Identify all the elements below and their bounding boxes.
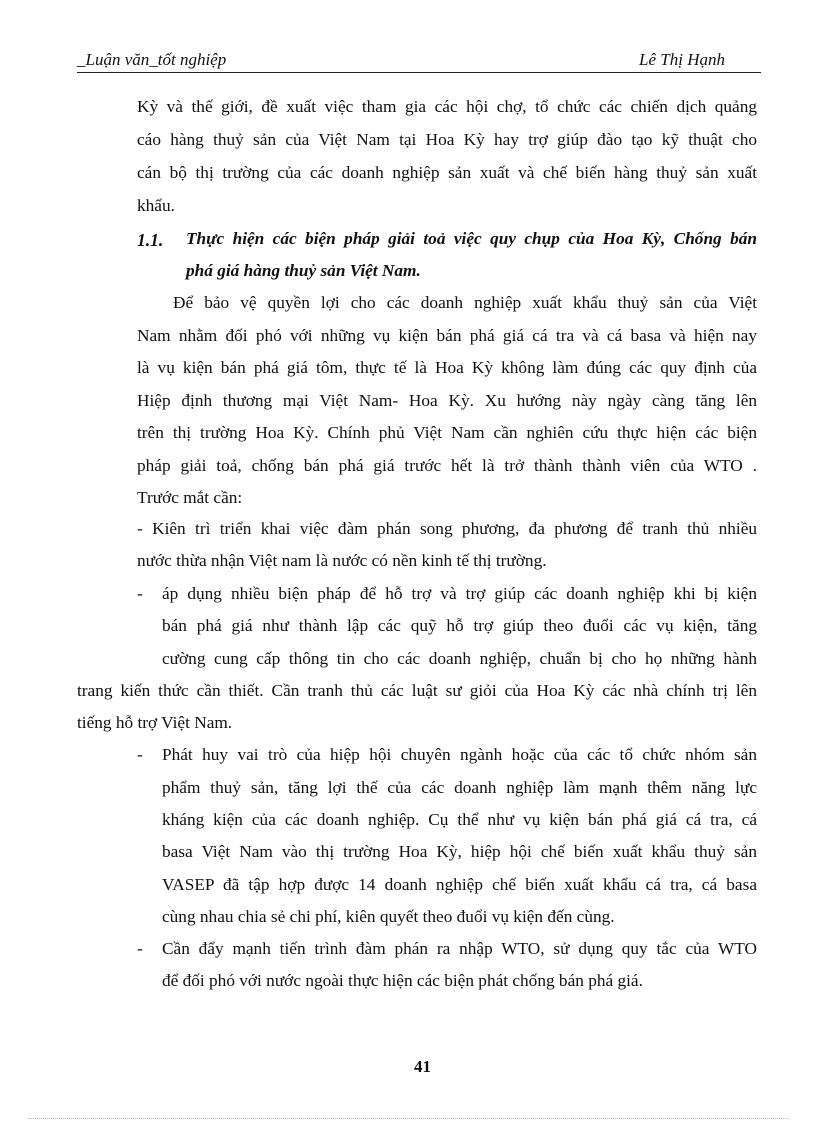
list-item-line: kháng kiện của các doanh nghiệp. Cụ thể như vụ kiện bán phá giá cá tra, cá xyxy=(162,810,757,829)
list-item-line: basa Việt Nam vào thị trường Hoa Kỳ, hiệp hội chế biến xuất khẩu thuỷ sản xyxy=(162,842,757,861)
header-author: Lê Thị Hạnh xyxy=(639,50,725,69)
list-item-line: trang kiến thức cần thiết. Cần tranh thủ các luật sư giỏi của Hoa Kỳ các nhà chính trị lên xyxy=(77,681,757,700)
paragraph-line: Nam nhằm đối phó với những vụ kiện bán phá giá cá tra và cá basa và hiện nay xyxy=(137,326,757,345)
paragraph-line: Trước mắt cần: xyxy=(137,488,243,507)
list-item-line: nước thừa nhận Việt nam là nước có nền kinh tế thị trường. xyxy=(137,551,547,570)
intro-line: Kỳ và thế giới, đề xuất việc tham gia các hội chợ, tổ chức các chiến dịch quảng xyxy=(137,97,757,116)
list-dash: - xyxy=(137,939,143,958)
list-item-line: áp dụng nhiều biện pháp để hỗ trợ và trợ giúp các doanh nghiệp khi bị kiện xyxy=(162,584,757,603)
intro-line: khẩu. xyxy=(137,196,175,215)
list-item-line: VASEP đã tập hợp được 14 doanh nghiệp chế biến xuất khẩu cá tra, cá basa xyxy=(162,875,757,894)
paragraph-line: Để bảo vệ quyền lợi cho các doanh nghiệp xuất khẩu thuỷ sản của Việt xyxy=(173,293,757,312)
list-item-line: - Kiên trì triển khai việc đàm phán song phương, đa phương để tranh thủ nhiều xyxy=(137,519,757,538)
intro-line: cán bộ thị trường của các doanh nghiệp sản xuất và chế biến hàng thuỷ sản xuất xyxy=(137,163,757,182)
list-item-line: bán phá giá như thành lập các quỹ hỗ trợ giúp theo đuổi các vụ kiện, tăng xyxy=(162,616,757,635)
paragraph-line: là vụ kiện bán phá giá tôm, thực tế là Hoa Kỳ không làm đúng các quy định của xyxy=(137,358,757,377)
section-title: Thực hiện các biện pháp giải toả việc quy chụp của Hoa Kỳ, Chống bán xyxy=(186,229,757,248)
list-dash: - xyxy=(137,584,143,603)
list-dash: - xyxy=(137,745,143,764)
header-title: _Luận văn_tốt nghiệp xyxy=(77,50,227,69)
list-item-line: Phát huy vai trò của hiệp hội chuyên ngành hoặc của các tổ chức nhóm sản xyxy=(162,745,757,764)
section-number: 1.1. xyxy=(137,230,164,250)
footer-divider xyxy=(28,1118,788,1119)
intro-line: cáo hàng thuỷ sản của Việt Nam tại Hoa Kỳ hay trợ giúp đào tạo kỹ thuật cho xyxy=(137,130,757,149)
paragraph-line: Hiệp định thương mại Việt Nam- Hoa Kỳ. Xu hướng này ngày càng tăng lên xyxy=(137,391,757,410)
paragraph-line: trên thị trường Hoa Kỳ. Chính phủ Việt Nam cần nghiên cứu thực hiện các biện xyxy=(137,423,757,442)
page-number: 41 xyxy=(414,1057,431,1076)
list-item-line: Cần đẩy mạnh tiến trình đàm phán ra nhập WTO, sử dụng quy tắc của WTO xyxy=(162,939,757,958)
paragraph-line: pháp giải toả, chống bán phá giá trước hết là trở thành thành viên của WTO . xyxy=(137,456,757,475)
list-item-line: cùng nhau chia sẻ chi phí, kiên quyết theo đuổi vụ kiện đến cùng. xyxy=(162,907,615,926)
list-item-line: tiếng hỗ trợ Việt Nam. xyxy=(77,713,233,732)
list-item-line: cường cung cấp thông tin cho các doanh nghiệp, chuẩn bị cho họ những hành xyxy=(162,649,757,668)
list-item-line: để đối phó với nước ngoài thực hiện các biện phát chống bán phá giá. xyxy=(162,971,643,990)
list-item-line: phẩm thuỷ sản, tăng lợi thế của các doanh nghiệp làm mạnh thêm năng lực xyxy=(162,778,757,797)
page-header xyxy=(77,50,761,73)
section-title: phá giá hàng thuỷ sản Việt Nam. xyxy=(186,261,421,280)
